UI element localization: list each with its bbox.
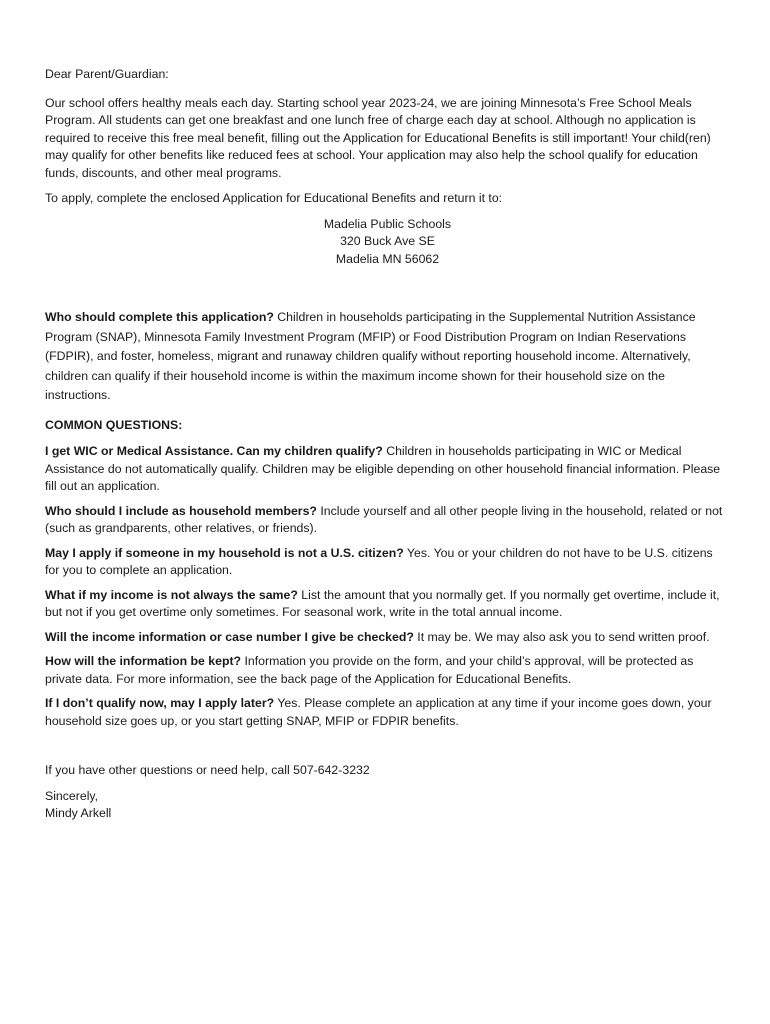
faq-answer: Information you provide on the form, and your child’s approval, will be protected as private data. For more information, see the back page of the Application for Educational Benefits. xyxy=(45,654,694,686)
faq-question: How will the information be kept? xyxy=(45,654,242,669)
help-contact-line: If you have other questions or need help, call 507-642-3232 xyxy=(45,763,370,778)
faq-question: May I apply if someone in my household is not a U.S. citizen? xyxy=(45,545,404,560)
faq-question: Who should I include as household members? xyxy=(45,503,317,518)
who-question: Who should complete this application? xyxy=(45,310,274,324)
faq-answer: It may be. We may also ask you to send written proof. xyxy=(413,629,710,644)
sign-off: Sincerely, xyxy=(45,788,99,803)
return-address xyxy=(45,216,730,269)
faq-question: If I don’t qualify now, may I apply later? xyxy=(45,696,275,711)
faq-question: I get WIC or Medical Assistance. Can my children qualify? xyxy=(45,444,383,459)
faq-item xyxy=(45,629,730,647)
common-questions-heading: COMMON QUESTIONS: xyxy=(45,417,183,432)
faq-answer: Yes. Please complete an application at any time if your income goes down, your household size goes up, or you start getting SNAP, MFIP or FDPIR benefits. xyxy=(45,696,712,728)
faq-item xyxy=(45,545,730,580)
signature-block xyxy=(45,788,730,823)
faq-item xyxy=(45,653,730,688)
signer-name: Mindy Arkell xyxy=(45,806,112,821)
faq-question: Will the income information or case number I give be checked? xyxy=(45,629,414,644)
faq-answer: List the amount that you normally get. If you normally get overtime, include it, but not if you get overtime only sometimes. For seasonal work, write in the total annual income. xyxy=(45,587,720,620)
address-line-1: Madelia Public Schools xyxy=(323,216,452,231)
apply-instruction: To apply, complete the enclosed Application for Educational Benefits and return it to: xyxy=(45,191,503,205)
address-line-2: 320 Buck Ave SE xyxy=(340,234,435,248)
faq-item xyxy=(45,587,730,622)
faq-question: What if my income is not always the same? xyxy=(45,587,298,602)
faq-item xyxy=(45,443,730,496)
intro-paragraph: Our school offers healthy meals each day. Starting school year 2023-24, we are joining Minnesota’s Free School Meals Program. All students can get one breakfast and one lunch free of charge each day at school. Although no application is required to receive this free meal benefit, filling out the Application for Educational Benefits is still important! Your child(ren) may qualify for other benefits like reduced fees at school. Your application may also help the school qualify for education funds, discounts, and other meal programs. xyxy=(45,95,711,180)
letter-body xyxy=(45,66,730,823)
faq-answer: Children in households participating in WIC or Medical Assistance do not automatically qualify. Children may be eligible depending on other household financial information. Please fill out an application. xyxy=(45,444,721,494)
who-should-apply-paragraph xyxy=(45,308,730,406)
faq-item xyxy=(45,503,730,538)
faq-item xyxy=(45,695,730,730)
faq-answer: Yes. You or your children do not have to be U.S. citizens for you to complete an application. xyxy=(45,545,713,578)
faq-answer: Include yourself and all other people living in the household, related or not (such as grandparents, other relatives, or friends). xyxy=(45,503,723,536)
salutation: Dear Parent/Guardian: xyxy=(45,67,169,81)
address-line-3: Madelia MN 56062 xyxy=(335,251,440,266)
who-answer: Children in households participating in the Supplemental Nutrition Assistance Program (SNAP), Minnesota Family Investment Program (MFIP) or Food Distribution Program on Indian Reservations (FDPIR), and foster, homeless, migrant and runaway children qualify without reporting household income. Alternatively, children can qualify if their household income is within the maximum income shown for their household size on the instructions. xyxy=(45,310,696,403)
